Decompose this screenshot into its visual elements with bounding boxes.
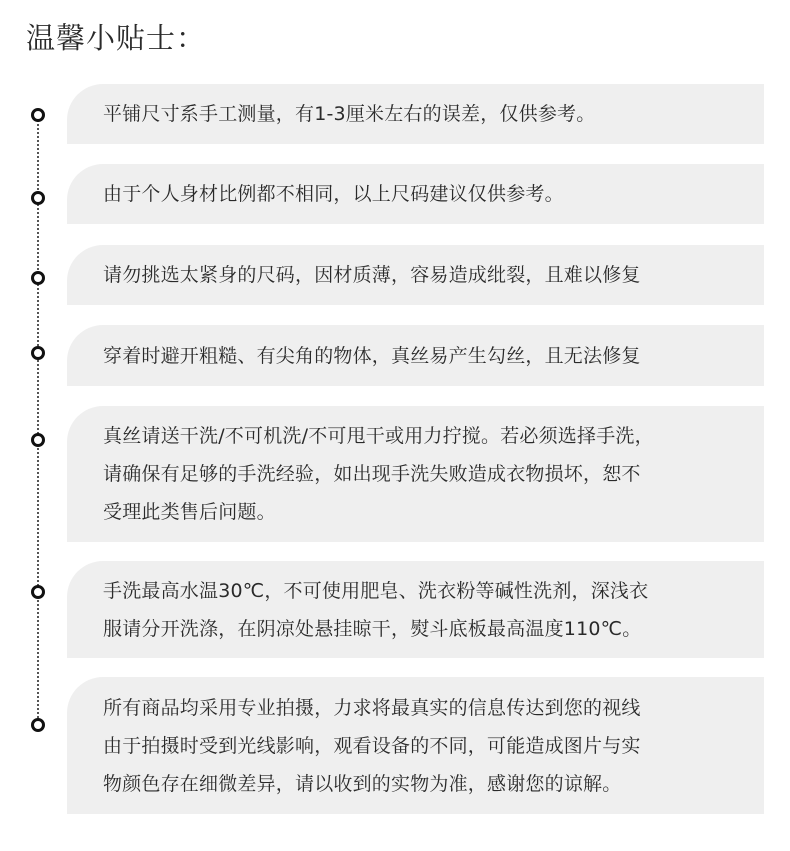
timeline-dot-icon — [31, 346, 45, 360]
tip-card — [67, 164, 764, 224]
timeline-dot-icon — [31, 585, 45, 599]
tip-text — [103, 175, 564, 213]
tip-text — [103, 417, 654, 531]
tip-line: 真丝请送干洗/不可机洗/不可甩干或用力拧搅。若必须选择手洗， — [103, 425, 654, 447]
tip-line: 服请分开洗涤，在阴凉处悬挂晾干，熨斗底板最高温度110℃。 — [103, 617, 642, 640]
tip-card — [67, 406, 764, 542]
tip-line: 请勿挑选太紧身的尺码，因材质薄，容易造成纰裂，且难以修复 — [103, 264, 641, 286]
tip-line: 受理此类售后问题。 — [103, 501, 276, 523]
timeline-dot-icon — [31, 191, 45, 205]
page-title: 温馨小贴士： — [26, 21, 207, 55]
tip-text — [103, 689, 641, 803]
timeline-dot-icon — [31, 271, 45, 285]
tip-card — [67, 561, 764, 658]
tip-card — [67, 245, 764, 305]
timeline-dot-icon — [31, 433, 45, 447]
tip-line: 所有商品均采用专业拍摄，力求将最真实的信息传达到您的视线 — [103, 696, 641, 719]
tip-card — [67, 84, 764, 144]
tip-text — [103, 256, 641, 294]
tip-line: 由于拍摄时受到光线影响，观看设备的不同，可能造成图片与实 — [103, 734, 641, 757]
timeline-line — [37, 116, 39, 726]
tip-card — [67, 325, 764, 386]
tip-line: 平铺尺寸系手工测量，有1-3厘米左右的误差，仅供参考。 — [103, 103, 596, 125]
tip-text — [103, 572, 648, 648]
timeline-dot-icon — [31, 108, 45, 122]
tip-line: 物颜色存在细微差异，请以收到的实物为准，感谢您的谅解。 — [103, 772, 622, 795]
tip-line: 请确保有足够的手洗经验，如出现手洗失败造成衣物损坏，恕不 — [103, 463, 641, 485]
tip-text — [103, 95, 595, 133]
tip-line: 由于个人身材比例都不相同，以上尺码建议仅供参考。 — [103, 183, 564, 205]
tip-text — [103, 337, 641, 375]
timeline-dot-icon — [31, 718, 45, 732]
tip-line: 手洗最高水温30℃，不可使用肥皂、洗衣粉等碱性洗剂，深浅衣 — [103, 579, 649, 602]
tip-card — [67, 677, 764, 814]
tip-line: 穿着时避开粗糙、有尖角的物体，真丝易产生勾丝，且无法修复 — [103, 344, 641, 367]
